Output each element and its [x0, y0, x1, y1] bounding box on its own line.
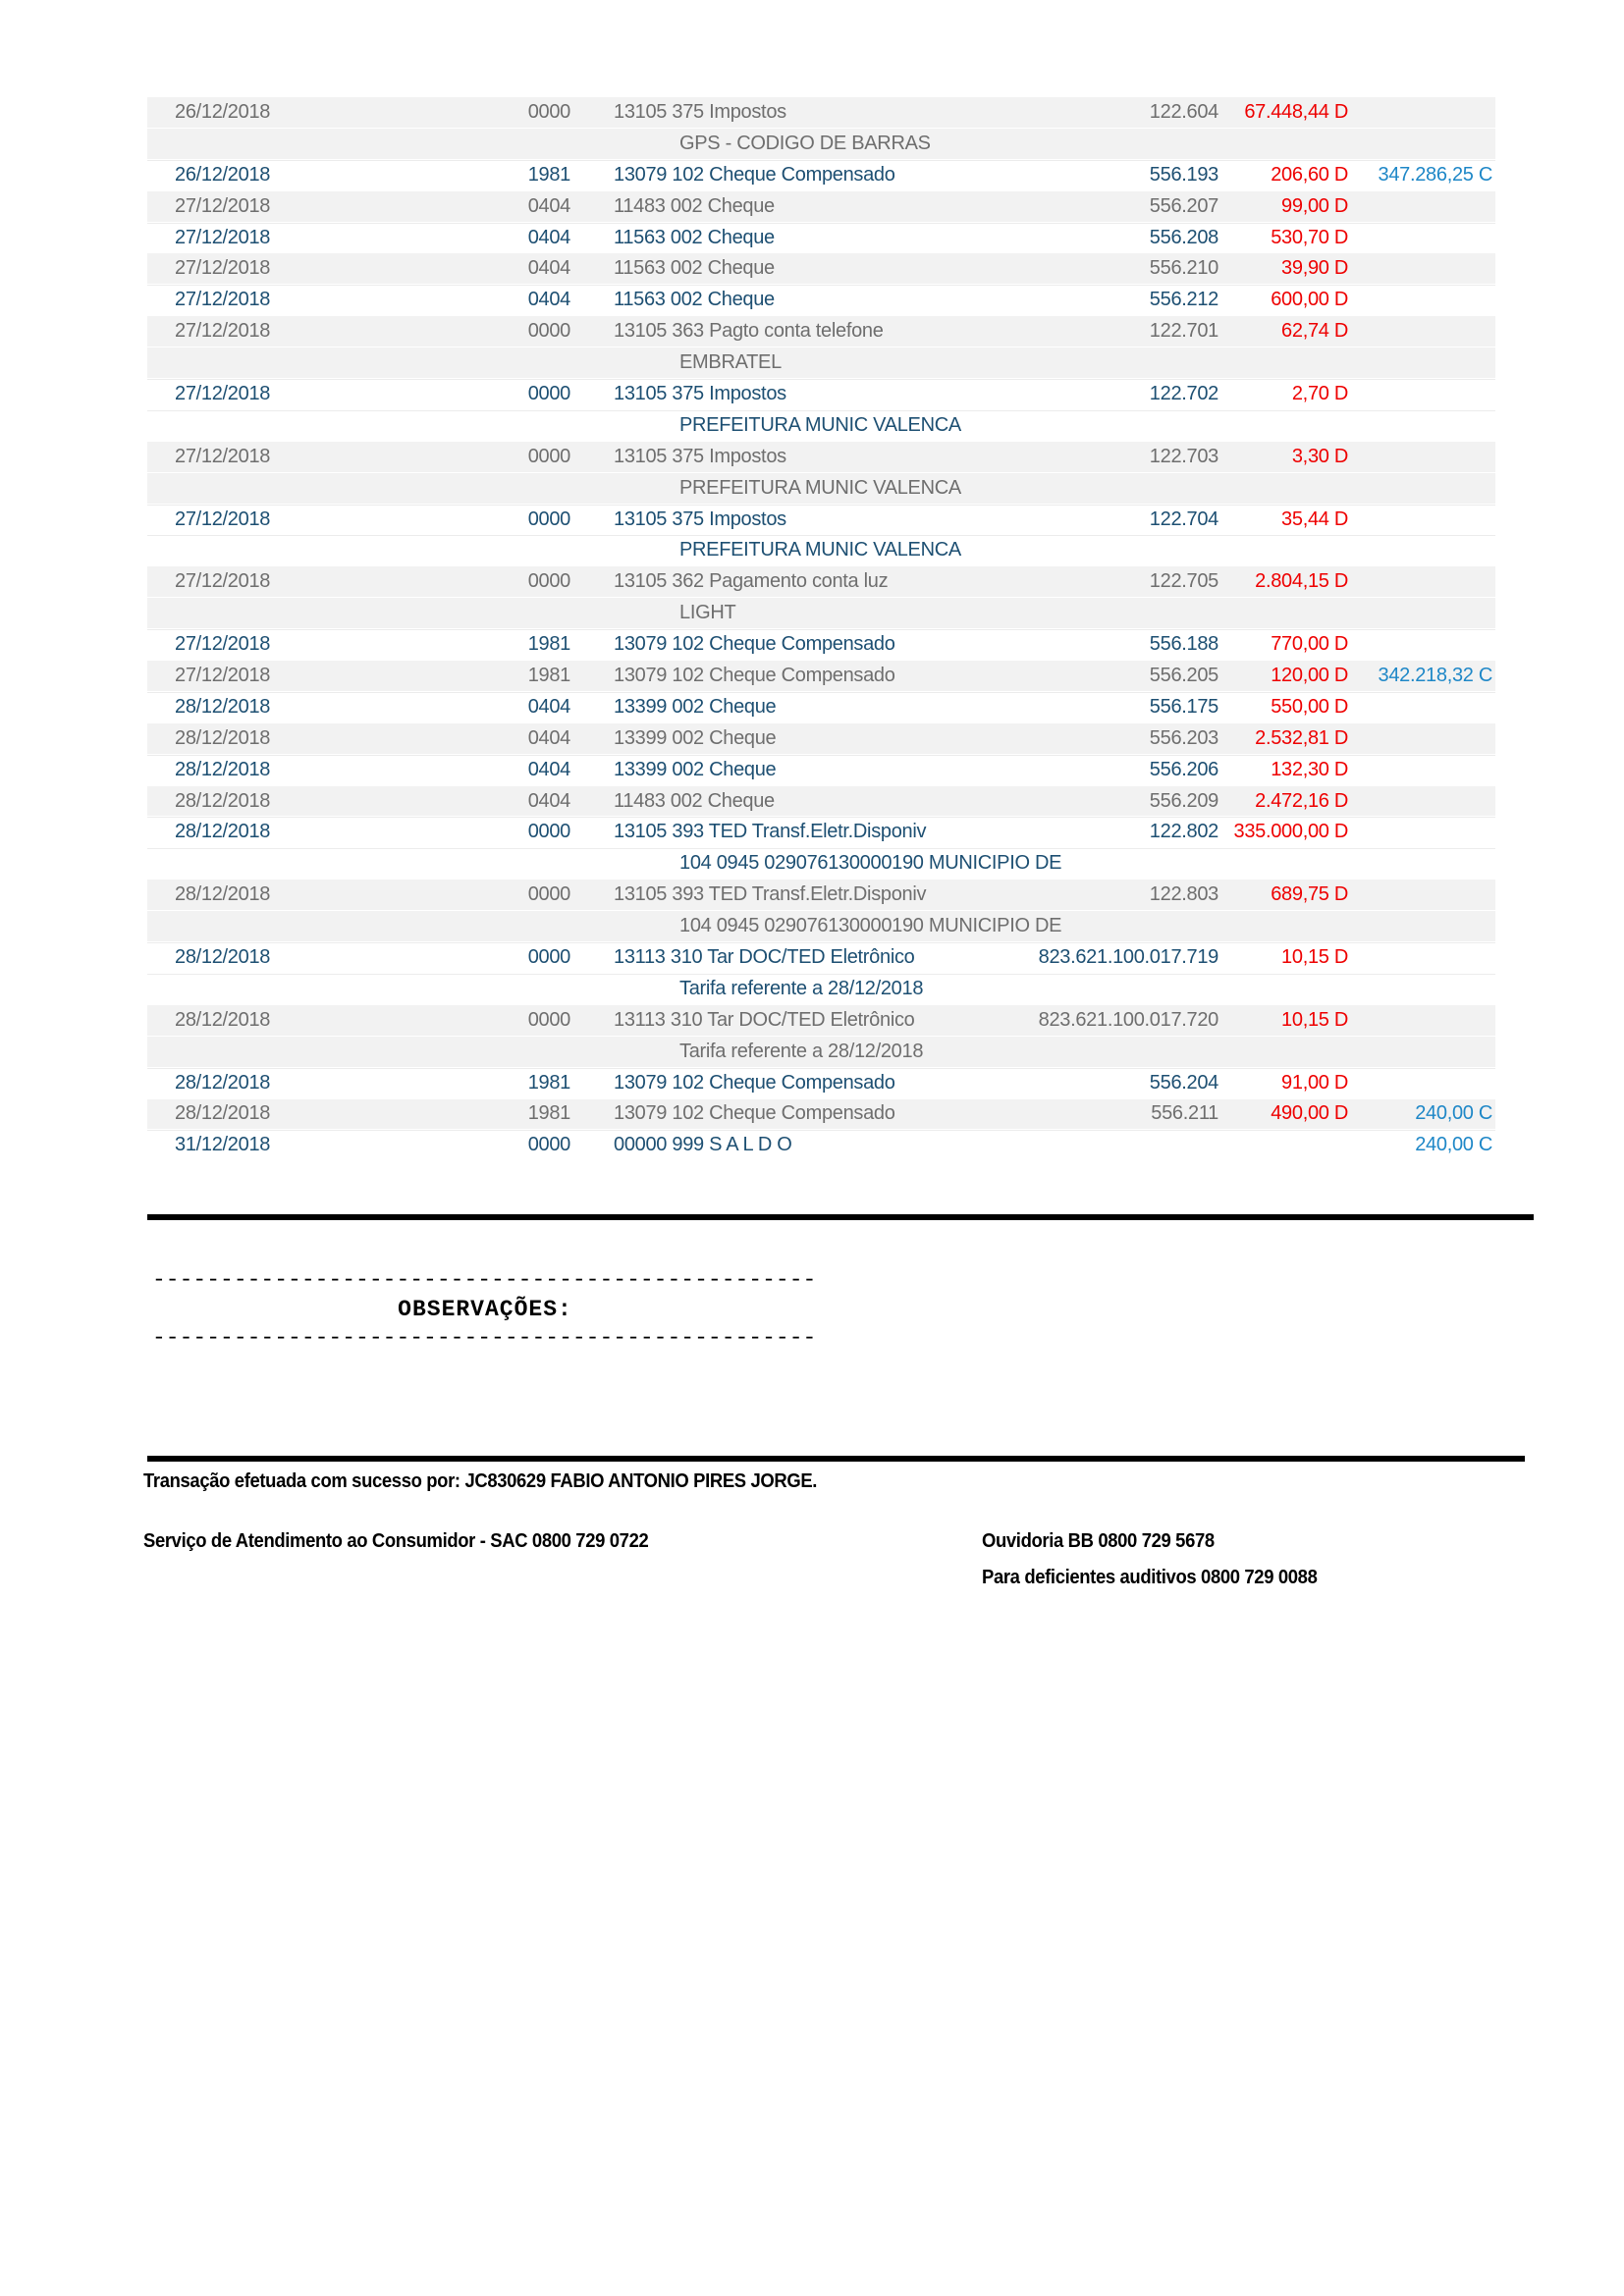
cell-date: 27/12/2018: [175, 570, 271, 593]
cell-document: 556.193: [1149, 163, 1218, 186]
cell-debit-amount: 689,75 D: [1271, 883, 1348, 906]
cell-agency: 0000: [527, 445, 570, 467]
cell-agency: 1981: [527, 664, 570, 686]
table-row: [147, 442, 1495, 473]
cell-debit-amount: 10,15 D: [1281, 945, 1348, 968]
cell-date: 27/12/2018: [175, 257, 271, 280]
cell-document: 823.621.100.017.720: [1038, 1008, 1218, 1031]
cell-document: 556.207: [1149, 194, 1218, 217]
cell-document: 556.203: [1149, 726, 1218, 749]
cell-debit-amount: 2.532,81 D: [1255, 726, 1348, 749]
cell-document: 122.604: [1149, 100, 1218, 123]
cell-agency: 0404: [527, 289, 570, 311]
cell-note: GPS - CODIGO DE BARRAS: [679, 132, 931, 154]
cell-debit-amount: 530,70 D: [1271, 226, 1348, 248]
cell-date: 28/12/2018: [175, 726, 271, 749]
cell-document: 556.210: [1149, 257, 1218, 280]
cell-description: 13399 002 Cheque: [614, 695, 777, 718]
cell-description: 11563 002 Cheque: [614, 289, 775, 311]
table-row: [147, 1005, 1495, 1037]
cell-debit-amount: 10,15 D: [1281, 1008, 1348, 1031]
cell-date: 31/12/2018: [175, 1134, 271, 1156]
cell-debit-amount: 335.000,00 D: [1233, 821, 1348, 843]
table-bottom-rule: [147, 1214, 1534, 1220]
transactions-table: [147, 97, 1495, 1161]
table-row: [147, 661, 1495, 692]
table-note-row: [147, 129, 1495, 160]
cell-document: 556.206: [1149, 758, 1218, 780]
cell-date: 28/12/2018: [175, 1008, 271, 1031]
cell-date: 27/12/2018: [175, 633, 271, 656]
cell-agency: 0000: [527, 821, 570, 843]
cell-date: 26/12/2018: [175, 100, 271, 123]
cell-credit-balance: 240,00 C: [1415, 1134, 1492, 1156]
cell-date: 28/12/2018: [175, 1102, 271, 1125]
cell-debit-amount: 2.804,15 D: [1255, 570, 1348, 593]
cell-description: 11483 002 Cheque: [614, 194, 775, 217]
cell-document: 122.703: [1149, 445, 1218, 467]
cell-date: 28/12/2018: [175, 695, 271, 718]
cell-date: 28/12/2018: [175, 789, 271, 812]
table-row: [147, 723, 1495, 755]
table-note-row: [147, 1037, 1495, 1068]
table-row: [147, 253, 1495, 285]
cell-note: EMBRATEL: [679, 351, 782, 374]
table-row: [147, 223, 1495, 254]
cell-agency: 0000: [527, 945, 570, 968]
cell-description: 13399 002 Cheque: [614, 758, 777, 780]
cell-debit-amount: 99,00 D: [1281, 194, 1348, 217]
cell-agency: 0000: [527, 570, 570, 593]
cell-debit-amount: 91,00 D: [1281, 1071, 1348, 1094]
table-note-row: [147, 535, 1495, 566]
cell-agency: 0000: [527, 100, 570, 123]
cell-debit-amount: 62,74 D: [1281, 320, 1348, 343]
cell-description: 11483 002 Cheque: [614, 789, 775, 812]
cell-date: 27/12/2018: [175, 664, 271, 686]
cell-agency: 0000: [527, 507, 570, 530]
cell-date: 28/12/2018: [175, 945, 271, 968]
cell-document: 556.209: [1149, 789, 1218, 812]
deaf-phone-text: Para deficientes auditivos 0800 729 0088: [982, 1566, 1318, 1588]
cell-description: 13105 393 TED Transf.Eletr.Disponiv: [614, 821, 927, 843]
cell-debit-amount: 206,60 D: [1271, 163, 1348, 186]
table-row: [147, 942, 1495, 974]
cell-description: 13399 002 Cheque: [614, 726, 777, 749]
table-row: [147, 786, 1495, 818]
cell-agency: 0404: [527, 695, 570, 718]
table-note-row: [147, 410, 1495, 442]
cell-document: 823.621.100.017.719: [1038, 945, 1218, 968]
cell-document: 122.803: [1149, 883, 1218, 906]
cell-debit-amount: 132,30 D: [1271, 758, 1348, 780]
table-row: [147, 1099, 1495, 1131]
cell-date: 28/12/2018: [175, 883, 271, 906]
table-row: [147, 1130, 1495, 1161]
cell-agency: 0000: [527, 382, 570, 404]
cell-document: 122.701: [1149, 320, 1218, 343]
cell-debit-amount: 67.448,44 D: [1244, 100, 1348, 123]
cell-credit-balance: 347.286,25 C: [1378, 163, 1492, 186]
cell-debit-amount: 2,70 D: [1291, 382, 1348, 404]
cell-document: 556.212: [1149, 289, 1218, 311]
cell-description: 11563 002 Cheque: [614, 257, 775, 280]
cell-date: 27/12/2018: [175, 507, 271, 530]
cell-agency: 0000: [527, 1008, 570, 1031]
table-row: [147, 629, 1495, 661]
table-row: [147, 285, 1495, 316]
cell-document: 556.175: [1149, 695, 1218, 718]
cell-note: Tarifa referente a 28/12/2018: [679, 977, 924, 999]
cell-agency: 0000: [527, 1134, 570, 1156]
cell-debit-amount: 120,00 D: [1271, 664, 1348, 686]
cell-description: 13105 362 Pagamento conta luz: [614, 570, 889, 593]
table-row: [147, 505, 1495, 536]
footer-rule: [147, 1456, 1525, 1462]
cell-date: 27/12/2018: [175, 289, 271, 311]
table-row: [147, 160, 1495, 191]
cell-date: 27/12/2018: [175, 320, 271, 343]
cell-description: 13079 102 Cheque Compensado: [614, 664, 895, 686]
cell-debit-amount: 490,00 D: [1271, 1102, 1348, 1125]
cell-agency: 1981: [527, 1102, 570, 1125]
cell-note: PREFEITURA MUNIC VALENCA: [679, 413, 961, 436]
cell-debit-amount: 770,00 D: [1271, 633, 1348, 656]
table-row: [147, 379, 1495, 410]
cell-document: 556.211: [1151, 1102, 1218, 1125]
cell-description: 13079 102 Cheque Compensado: [614, 633, 895, 656]
table-row: [147, 316, 1495, 347]
cell-description: 13079 102 Cheque Compensado: [614, 163, 895, 186]
cell-description: 13105 375 Impostos: [614, 382, 786, 404]
cell-note: PREFEITURA MUNIC VALENCA: [679, 476, 961, 499]
cell-date: 27/12/2018: [175, 226, 271, 248]
cell-description: 13113 310 Tar DOC/TED Eletrônico: [614, 1008, 915, 1031]
cell-date: 28/12/2018: [175, 1071, 271, 1094]
cell-agency: 1981: [527, 633, 570, 656]
cell-credit-balance: 342.218,32 C: [1378, 664, 1492, 686]
observations-section: [152, 1268, 818, 1350]
cell-description: 00000 999 S A L D O: [614, 1134, 792, 1156]
cell-description: 13113 310 Tar DOC/TED Eletrônico: [614, 945, 915, 968]
cell-agency: 0000: [527, 883, 570, 906]
cell-document: 122.705: [1149, 570, 1218, 593]
table-row: [147, 817, 1495, 848]
table-row: [147, 692, 1495, 723]
cell-agency: 0404: [527, 758, 570, 780]
cell-description: 13105 375 Impostos: [614, 507, 786, 530]
table-row: [147, 1068, 1495, 1099]
cell-note: 104 0945 029076130000190 MUNICIPIO DE: [679, 915, 1062, 937]
cell-description: 13079 102 Cheque Compensado: [614, 1102, 895, 1125]
cell-agency: 0404: [527, 257, 570, 280]
cell-date: 27/12/2018: [175, 445, 271, 467]
table-note-row: [147, 347, 1495, 379]
cell-debit-amount: 550,00 D: [1271, 695, 1348, 718]
cell-description: 13105 375 Impostos: [614, 100, 786, 123]
table-row: [147, 191, 1495, 223]
cell-date: 27/12/2018: [175, 194, 271, 217]
cell-note: LIGHT: [679, 602, 736, 624]
table-note-row: [147, 848, 1495, 880]
cell-document: 556.205: [1149, 664, 1218, 686]
cell-note: Tarifa referente a 28/12/2018: [679, 1040, 924, 1062]
cell-date: 26/12/2018: [175, 163, 271, 186]
cell-agency: 0404: [527, 726, 570, 749]
cell-description: 13105 363 Pagto conta telefone: [614, 320, 884, 343]
cell-description: 13079 102 Cheque Compensado: [614, 1071, 895, 1094]
cell-document: 556.204: [1149, 1071, 1218, 1094]
cell-debit-amount: 39,90 D: [1281, 257, 1348, 280]
cell-debit-amount: 35,44 D: [1281, 507, 1348, 530]
cell-description: 11563 002 Cheque: [614, 226, 775, 248]
cell-document: 556.188: [1149, 633, 1218, 656]
cell-agency: 0404: [527, 226, 570, 248]
observations-label: OBSERVAÇÕES:: [398, 1297, 572, 1322]
cell-description: 13105 375 Impostos: [614, 445, 786, 467]
table-note-row: [147, 911, 1495, 942]
cell-agency: 1981: [527, 1071, 570, 1094]
cell-agency: 0404: [527, 194, 570, 217]
cell-date: 28/12/2018: [175, 758, 271, 780]
cell-agency: 0000: [527, 320, 570, 343]
cell-document: 122.702: [1149, 382, 1218, 404]
cell-date: 27/12/2018: [175, 382, 271, 404]
cell-agency: 1981: [527, 163, 570, 186]
table-note-row: [147, 974, 1495, 1005]
cell-debit-amount: 600,00 D: [1271, 289, 1348, 311]
cell-description: 13105 393 TED Transf.Eletr.Disponiv: [614, 883, 927, 906]
cell-note: 104 0945 029076130000190 MUNICIPIO DE: [679, 852, 1062, 875]
sac-phone-text: Serviço de Atendimento ao Consumidor - SAC 0800 729 0722: [143, 1529, 649, 1552]
table-row: [147, 755, 1495, 786]
table-row: [147, 566, 1495, 598]
table-note-row: [147, 473, 1495, 505]
cell-agency: 0404: [527, 789, 570, 812]
table-note-row: [147, 598, 1495, 629]
table-row: [147, 97, 1495, 129]
cell-document: 122.704: [1149, 507, 1218, 530]
dashed-line-top: -------------------------------------------------: [152, 1268, 817, 1292]
cell-document: 556.208: [1149, 226, 1218, 248]
cell-debit-amount: 2.472,16 D: [1255, 789, 1348, 812]
cell-credit-balance: 240,00 C: [1415, 1102, 1492, 1125]
transaction-status-text: Transação efetuada com sucesso por: JC830629 FABIO ANTONIO PIRES JORGE.: [143, 1469, 818, 1492]
table-row: [147, 880, 1495, 911]
cell-note: PREFEITURA MUNIC VALENCA: [679, 539, 961, 561]
cell-date: 28/12/2018: [175, 821, 271, 843]
dashed-line-bottom: -------------------------------------------------: [152, 1326, 817, 1350]
cell-document: 122.802: [1149, 821, 1218, 843]
cell-debit-amount: 3,30 D: [1291, 445, 1348, 467]
ouvidoria-phone-text: Ouvidoria BB 0800 729 5678: [982, 1529, 1215, 1552]
